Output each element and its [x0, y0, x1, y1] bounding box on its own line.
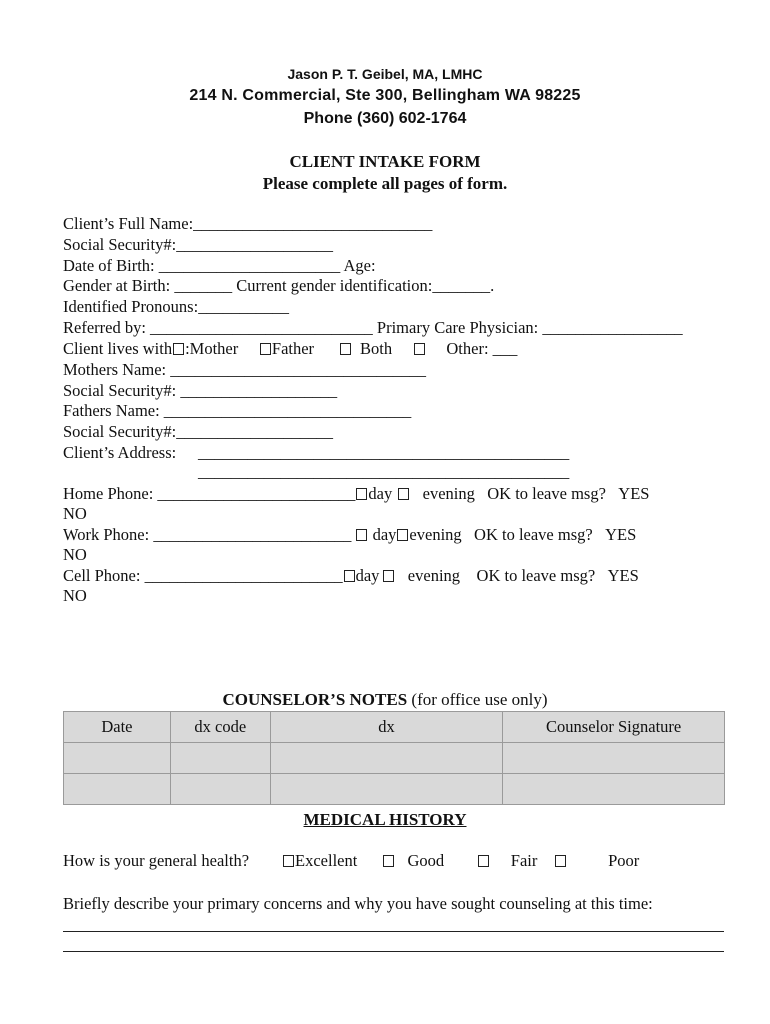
form-subtitle: Please complete all pages of form.: [262, 174, 508, 193]
table-cell[interactable]: [503, 743, 725, 774]
mothers-name-field[interactable]: Mothers Name: _______________________________: [63, 360, 426, 379]
counselor-notes-table: [63, 711, 725, 805]
home-day-label: day: [368, 484, 393, 503]
table-cell[interactable]: [64, 774, 171, 805]
address-line-1[interactable]: _____________________________________________: [198, 443, 570, 462]
form-title: CLIENT INTAKE FORM: [289, 152, 481, 171]
work-evening-label: evening: [409, 525, 462, 544]
father-checkbox[interactable]: [260, 343, 271, 355]
home-phone-field[interactable]: Home Phone: ________________________: [63, 484, 356, 503]
medical-history-title: MEDICAL HISTORY: [303, 810, 467, 829]
good-label: Good: [407, 851, 445, 870]
cell-yes-option[interactable]: YES: [607, 566, 639, 585]
home-evening-checkbox[interactable]: [398, 488, 409, 500]
gender-field[interactable]: Gender at Birth: _______ Current gender identification:_______.: [63, 276, 495, 295]
other-checkbox[interactable]: [414, 343, 425, 355]
home-phone-row: [63, 484, 649, 504]
good-checkbox[interactable]: [383, 855, 394, 867]
cell-no-option[interactable]: NO: [63, 586, 87, 605]
mother-ssn-field[interactable]: Social Security#: ___________________: [63, 381, 338, 400]
dob-age-field[interactable]: Date of Birth: ______________________ Age:: [63, 256, 376, 275]
table-cell[interactable]: [270, 774, 503, 805]
counselor-notes-title: [0, 690, 770, 710]
col-dx-code: dx code: [170, 712, 270, 743]
excellent-checkbox[interactable]: [283, 855, 294, 867]
home-evening-label: evening: [422, 484, 475, 503]
fathers-name-field[interactable]: Fathers Name: ______________________________: [63, 401, 412, 420]
table-cell[interactable]: [64, 743, 171, 774]
poor-label: Poor: [608, 851, 640, 870]
cell-phone-row: [63, 566, 639, 586]
cell-phone-field[interactable]: Cell Phone: ________________________: [63, 566, 343, 585]
table-cell[interactable]: [170, 743, 270, 774]
home-ok-msg-label: OK to leave msg?: [487, 484, 606, 503]
clinic-address: 214 N. Commercial, Ste 300, Bellingham WA 98225: [189, 87, 581, 104]
concerns-answer-line-1[interactable]: [63, 931, 724, 932]
table-cell[interactable]: [270, 743, 503, 774]
cell-ok-msg-label: OK to leave msg?: [476, 566, 596, 585]
both-label: Both: [360, 339, 393, 358]
work-day-label: day: [372, 525, 397, 544]
work-phone-field[interactable]: Work Phone: ________________________: [63, 525, 352, 544]
referred-by-field[interactable]: Referred by: ___________________________ Primary Care Physician: _________________: [63, 318, 683, 337]
ssn-field[interactable]: Social Security#:___________________: [63, 235, 333, 254]
father-label: Father: [271, 339, 315, 358]
home-day-checkbox[interactable]: [356, 488, 367, 500]
work-yes-option[interactable]: YES: [605, 525, 637, 544]
mother-label: :Mother: [185, 339, 239, 358]
home-yes-option[interactable]: YES: [618, 484, 650, 503]
work-day-checkbox[interactable]: [356, 529, 367, 541]
pronouns-field[interactable]: Identified Pronouns:___________: [63, 297, 289, 316]
cell-day-checkbox[interactable]: [344, 570, 355, 582]
cell-evening-label: evening: [407, 566, 461, 585]
lives-with-label: Client lives with: [63, 339, 173, 358]
col-counselor-signature: Counselor Signature: [503, 712, 725, 743]
clinic-phone: Phone (360) 602-1764: [303, 110, 467, 127]
work-phone-row: [63, 525, 636, 545]
address-label: Client’s Address:: [63, 443, 177, 462]
work-ok-msg-label: OK to leave msg?: [474, 525, 593, 544]
general-health-question: How is your general health?: [63, 851, 250, 870]
mother-checkbox[interactable]: [173, 343, 184, 355]
home-no-option[interactable]: NO: [63, 504, 87, 523]
excellent-label: Excellent: [295, 851, 358, 870]
fair-label: Fair: [510, 851, 538, 870]
fair-checkbox[interactable]: [478, 855, 489, 867]
col-date: Date: [64, 712, 171, 743]
address-line-2[interactable]: _____________________________________________: [198, 462, 570, 481]
both-checkbox[interactable]: [340, 343, 351, 355]
work-evening-checkbox[interactable]: [397, 529, 408, 541]
general-health-row: [63, 851, 639, 871]
table-row: [64, 774, 725, 805]
table-header-row: [64, 712, 725, 743]
other-label[interactable]: Other: ___: [446, 339, 518, 358]
table-row: [64, 743, 725, 774]
notes-title-bold: COUNSELOR’S NOTES: [222, 690, 408, 709]
poor-checkbox[interactable]: [555, 855, 566, 867]
work-no-option[interactable]: NO: [63, 545, 87, 564]
lives-with-row: [63, 339, 517, 359]
father-ssn-field[interactable]: Social Security#:___________________: [63, 422, 333, 441]
notes-title-rest: (for office use only): [407, 690, 548, 709]
full-name-field[interactable]: Client’s Full Name:_____________________________: [63, 214, 433, 233]
table-cell[interactable]: [170, 774, 270, 805]
clinician-name: Jason P. T. Geibel, MA, LMHC: [287, 66, 483, 82]
concerns-answer-line-2[interactable]: [63, 951, 724, 952]
cell-evening-checkbox[interactable]: [383, 570, 394, 582]
concerns-question: Briefly describe your primary concerns and why you have sought counseling at this time:: [63, 894, 653, 913]
table-cell[interactable]: [503, 774, 725, 805]
cell-day-label: day: [355, 566, 380, 585]
col-dx: dx: [270, 712, 503, 743]
